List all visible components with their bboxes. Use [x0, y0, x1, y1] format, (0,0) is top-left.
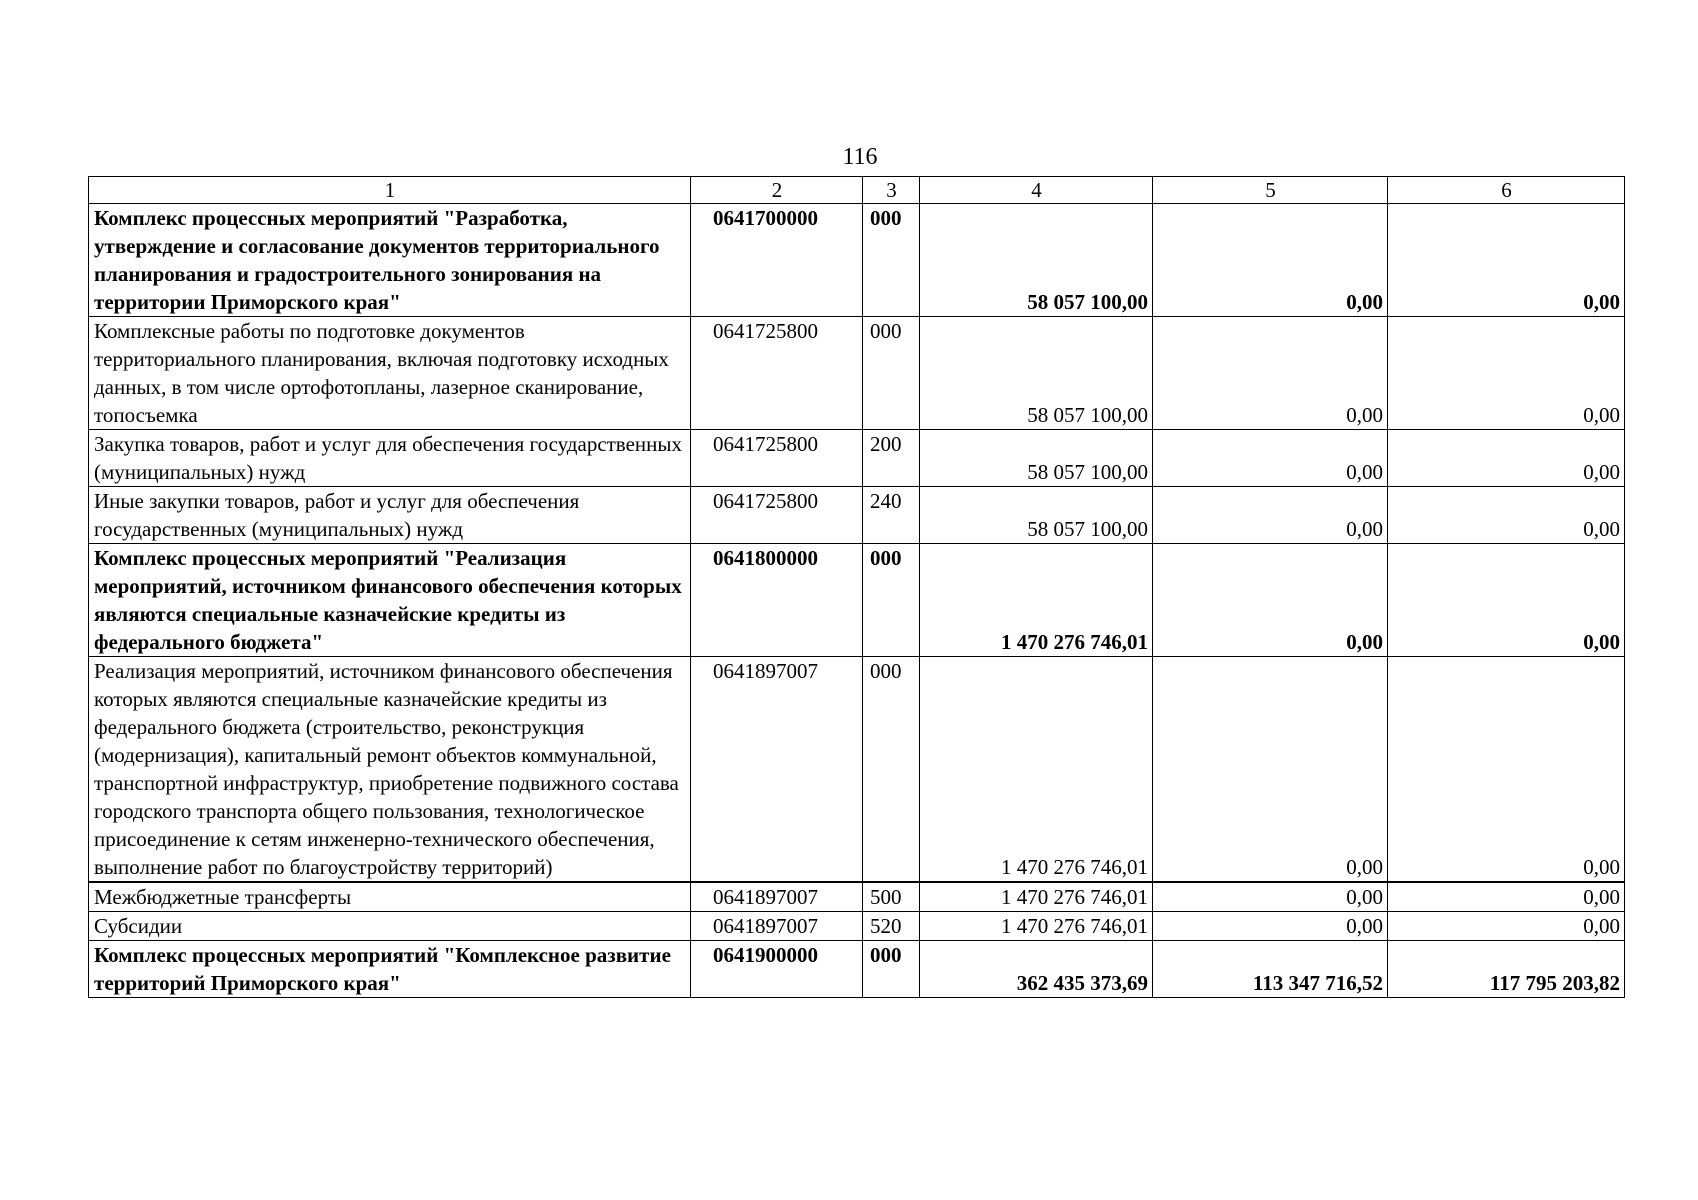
- row-code: 0641725800: [691, 487, 863, 544]
- table-row: [89, 204, 1625, 317]
- table-row: [89, 657, 1625, 883]
- row-expense-type: 520: [863, 912, 920, 941]
- table-row: [89, 487, 1625, 544]
- row-amount-col-6: 0,00: [1388, 912, 1625, 941]
- row-name: Закупка товаров, работ и услуг для обеспечения государственных (муниципальных) нужд: [89, 430, 691, 487]
- row-amount-col-6: 0,00: [1388, 430, 1625, 487]
- row-amount-col-6: 117 795 203,82: [1388, 941, 1625, 998]
- row-code: 0641800000: [691, 544, 863, 657]
- row-amount-col-4: 58 057 100,00: [920, 487, 1153, 544]
- row-amount-col-4: 1 470 276 746,01: [920, 912, 1153, 941]
- row-amount-col-5: 0,00: [1153, 317, 1388, 430]
- row-name: Реализация мероприятий, источником финансового обеспечения которых являются специальные казначейские кредиты из федерального бюджета (строительство, реконструкция (модернизация), капитальный ремонт объектов коммунальной, транспортной инфраструктур, приобретение подвижного состава городского транспорта общего пользования, технологическое присоединение к сетям инженерно-технического обеспечения, выполнение работ по благоустройству территорий): [89, 657, 691, 883]
- row-name: Комплекс процессных мероприятий "Комплексное развитие территорий Приморского края": [89, 941, 691, 998]
- header-col-6: 6: [1388, 177, 1625, 204]
- row-amount-col-6: 0,00: [1388, 882, 1625, 912]
- row-code: 0641700000: [691, 204, 863, 317]
- table-row: [89, 882, 1625, 912]
- row-amount-col-4: 58 057 100,00: [920, 317, 1153, 430]
- table-row: [89, 430, 1625, 487]
- table-row: [89, 941, 1625, 998]
- row-code: 0641897007: [691, 657, 863, 883]
- row-amount-col-5: 0,00: [1153, 657, 1388, 883]
- row-expense-type: 000: [863, 544, 920, 657]
- row-name: Межбюджетные трансферты: [89, 882, 691, 912]
- header-col-3: 3: [863, 177, 920, 204]
- table-row: [89, 912, 1625, 941]
- row-amount-col-6: 0,00: [1388, 657, 1625, 883]
- row-code: 0641897007: [691, 882, 863, 912]
- row-name: Комплексные работы по подготовке документов территориального планирования, включая подготовку исходных данных, в том числе ортофотопланы, лазерное сканирование, топосъемка: [89, 317, 691, 430]
- header-row: [89, 177, 1625, 204]
- row-amount-col-4: 1 470 276 746,01: [920, 657, 1153, 883]
- row-name: Субсидии: [89, 912, 691, 941]
- row-expense-type: 000: [863, 204, 920, 317]
- row-code: 0641725800: [691, 317, 863, 430]
- row-amount-col-5: 0,00: [1153, 487, 1388, 544]
- header-col-2: 2: [691, 177, 863, 204]
- budget-table: [88, 176, 1625, 998]
- row-amount-col-6: 0,00: [1388, 317, 1625, 430]
- row-expense-type: 000: [863, 317, 920, 430]
- row-code: 0641900000: [691, 941, 863, 998]
- header-col-5: 5: [1153, 177, 1388, 204]
- row-name: Комплекс процессных мероприятий "Разработка, утверждение и согласование документов территориального планирования и градостроительного зонирования на территории Приморского края": [89, 204, 691, 317]
- row-amount-col-6: 0,00: [1388, 204, 1625, 317]
- row-expense-type: 240: [863, 487, 920, 544]
- row-amount-col-5: 0,00: [1153, 882, 1388, 912]
- row-code: 0641725800: [691, 430, 863, 487]
- row-amount-col-6: 0,00: [1388, 487, 1625, 544]
- row-code: 0641897007: [691, 912, 863, 941]
- row-amount-col-4: 1 470 276 746,01: [920, 544, 1153, 657]
- row-name: Иные закупки товаров, работ и услуг для обеспечения государственных (муниципальных) нужд: [89, 487, 691, 544]
- header-col-4: 4: [920, 177, 1153, 204]
- row-expense-type: 000: [863, 657, 920, 883]
- table-row: [89, 317, 1625, 430]
- table-row: [89, 544, 1625, 657]
- row-amount-col-6: 0,00: [1388, 544, 1625, 657]
- page-number: 116: [842, 144, 878, 170]
- header-col-1: 1: [89, 177, 691, 204]
- row-amount-col-5: 0,00: [1153, 430, 1388, 487]
- row-name: Комплекс процессных мероприятий "Реализация мероприятий, источником финансового обеспечения которых являются специальные казначейские кредиты из федерального бюджета": [89, 544, 691, 657]
- row-expense-type: 500: [863, 882, 920, 912]
- row-amount-col-5: 0,00: [1153, 912, 1388, 941]
- row-expense-type: 200: [863, 430, 920, 487]
- row-amount-col-5: 0,00: [1153, 204, 1388, 317]
- row-amount-col-4: 362 435 373,69: [920, 941, 1153, 998]
- row-amount-col-4: 1 470 276 746,01: [920, 882, 1153, 912]
- row-expense-type: 000: [863, 941, 920, 998]
- row-amount-col-4: 58 057 100,00: [920, 430, 1153, 487]
- row-amount-col-5: 113 347 716,52: [1153, 941, 1388, 998]
- row-amount-col-5: 0,00: [1153, 544, 1388, 657]
- row-amount-col-4: 58 057 100,00: [920, 204, 1153, 317]
